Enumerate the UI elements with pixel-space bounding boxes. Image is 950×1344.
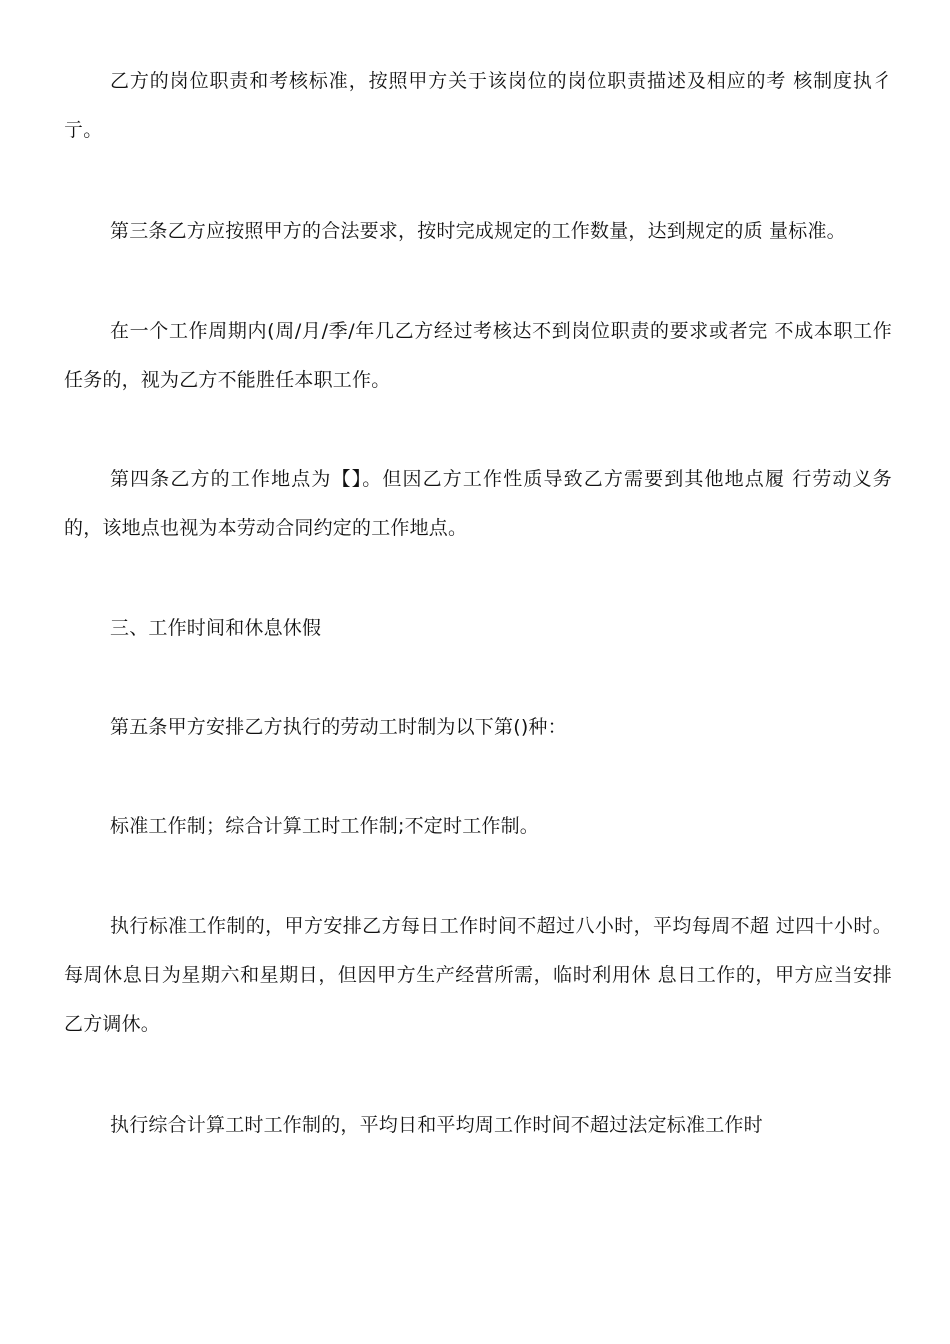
paragraph-job-duties: 乙方的岗位职责和考核标准，按照甲方关于该岗位的岗位职责描述及相应的考 核制度执彳亍。: [64, 70, 892, 141]
paragraph-assessment-period: 在一个工作周期内(周/月/季/年几乙方经过考核达不到岗位职责的要求或者完 不成本职工作任务的，视为乙方不能胜任本职工作。: [64, 320, 892, 391]
paragraph-standard-hours: 执行标准工作制的，甲方安排乙方每日工作时间不超过八小时，平均每周不超 过四十小时。每周休息日为星期六和星期日，但因甲方生产经营所需，临时利用休 息日工作的，甲方应当安排乙方调休。: [64, 915, 892, 1035]
paragraph-article-5: 第五条甲方安排乙方执行的劳动工时制为以下第()种：: [110, 716, 567, 738]
paragraph-comprehensive-hours: 执行综合计算工时工作制的，平均日和平均周工作时间不超过法定标准工作时: [110, 1114, 763, 1136]
section-heading-working-hours: 三、工作时间和休息休假: [110, 617, 322, 639]
paragraph-hour-systems: 标准工作制；综合计算工时工作制;不定时工作制。: [110, 815, 540, 837]
paragraph-article-3: 第三条乙方应按照甲方的合法要求，按时完成规定的工作数量，达到规定的质 量标准。: [110, 220, 846, 242]
paragraph-article-4: 第四条乙方的工作地点为【】。但因乙方工作性质导致乙方需要到其他地点履 行劳动义务的，该地点也视为本劳动合同约定的工作地点。: [64, 468, 892, 539]
